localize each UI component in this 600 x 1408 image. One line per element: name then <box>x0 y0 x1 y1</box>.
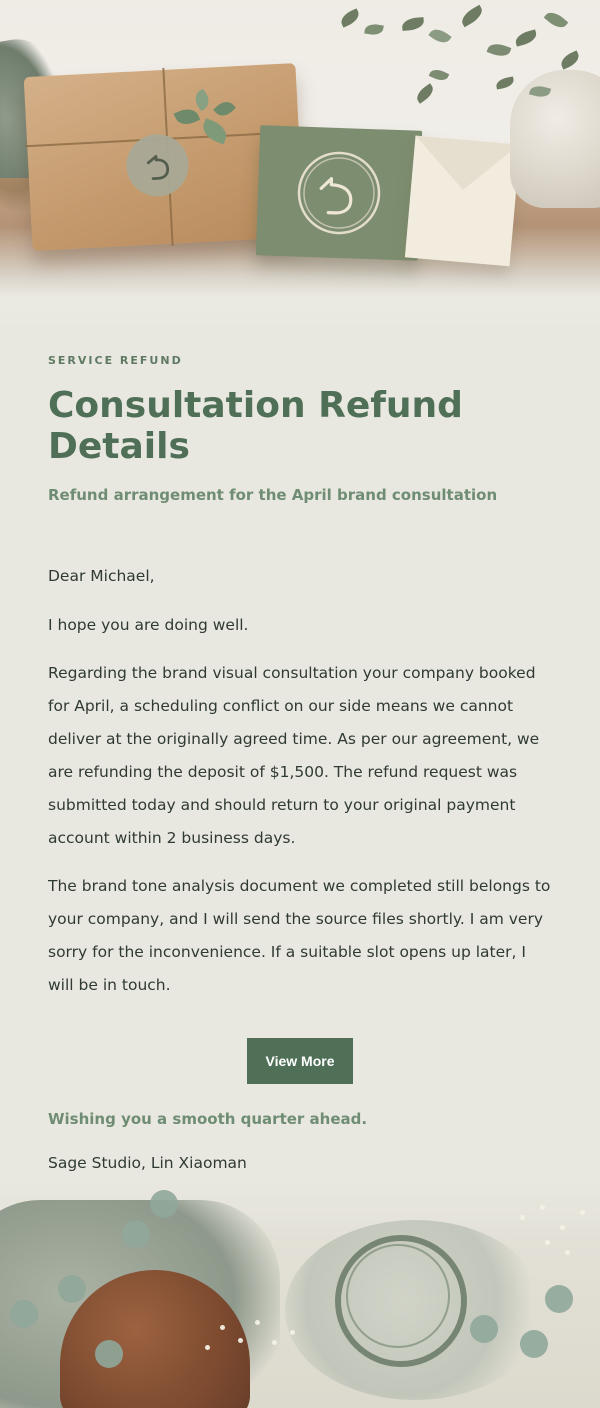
view-more-button[interactable]: View More <box>247 1038 353 1084</box>
hero-image <box>0 0 600 330</box>
gypsophila-flower <box>580 1210 585 1215</box>
branch-leaf <box>402 17 425 31</box>
return-arrow-icon <box>289 143 388 242</box>
return-card <box>256 125 422 261</box>
branch-leaf <box>364 23 384 37</box>
gypsophila-flower <box>205 1345 210 1350</box>
body-paragraph: The brand tone analysis document we completed still belongs to your company, and I will send the source files shortly. I am very sorry for the inconvenience. If a suitable slot opens up later, I will be in touch. <box>48 876 551 994</box>
greeting: Dear Michael, <box>48 566 155 585</box>
gypsophila-flower <box>220 1325 225 1330</box>
eucalyptus-leaf <box>470 1315 498 1343</box>
branch-leaf <box>428 25 451 46</box>
branch-leaf <box>429 67 450 84</box>
cta-wrapper <box>48 1038 552 1084</box>
branch-leaf <box>338 8 361 27</box>
subtitle: Refund arrangement for the April brand consultation <box>48 485 498 504</box>
body-paragraph: I hope you are doing well. <box>48 615 249 634</box>
eucalyptus-leaf <box>520 1330 548 1358</box>
gypsophila-flower <box>238 1338 243 1343</box>
branch-leaf <box>414 83 437 103</box>
branch-leaf <box>514 29 538 46</box>
email-body <box>48 560 552 1002</box>
eyebrow-label: SERVICE REFUND <box>48 354 183 367</box>
branch-leaf <box>459 5 486 27</box>
branch-leaf <box>487 41 512 60</box>
footer-image <box>0 1180 600 1408</box>
gypsophila-flower <box>520 1215 525 1220</box>
page-title: Consultation Refund Details <box>48 385 463 468</box>
envelope <box>405 136 520 267</box>
eucalyptus-leaf <box>545 1285 573 1313</box>
eucalyptus-leaf <box>10 1300 38 1328</box>
leaf-decoration <box>191 89 213 112</box>
eucalyptus-leaf <box>122 1220 150 1248</box>
branch-leaf <box>544 8 569 31</box>
gypsophila-flower <box>560 1225 565 1230</box>
leaf-decoration <box>213 98 236 121</box>
closing-line: Wishing you a smooth quarter ahead. <box>48 1109 368 1128</box>
eucalyptus-leaf <box>58 1275 86 1303</box>
email-content <box>0 354 600 1172</box>
ring-mark-inner <box>346 1244 450 1348</box>
body-paragraph: Regarding the brand visual consultation your company booked for April, a scheduling conflict on our side means we cannot deliver at the originally agreed time. As per our agreement, we are refunding the deposit of $1,500. The refund request was submitted today and should return to your original payment account within 2 business days. <box>48 663 540 847</box>
gypsophila-flower <box>565 1250 570 1255</box>
branch-leaf <box>558 50 581 69</box>
signature: Sage Studio, Lin Xiaoman <box>48 1153 247 1172</box>
gypsophila-flower <box>545 1240 550 1245</box>
return-arrow-icon <box>125 133 190 198</box>
gypsophila-flower <box>255 1320 260 1325</box>
eucalyptus-leaf <box>95 1340 123 1368</box>
gypsophila-flower <box>290 1330 295 1335</box>
branch-leaf <box>495 77 514 90</box>
leaf-decoration <box>174 105 201 128</box>
gypsophila-flower <box>540 1205 545 1210</box>
vase <box>510 70 600 208</box>
eucalyptus-leaf <box>150 1190 178 1218</box>
leaf-decoration <box>199 118 230 144</box>
gypsophila-flower <box>272 1340 277 1345</box>
